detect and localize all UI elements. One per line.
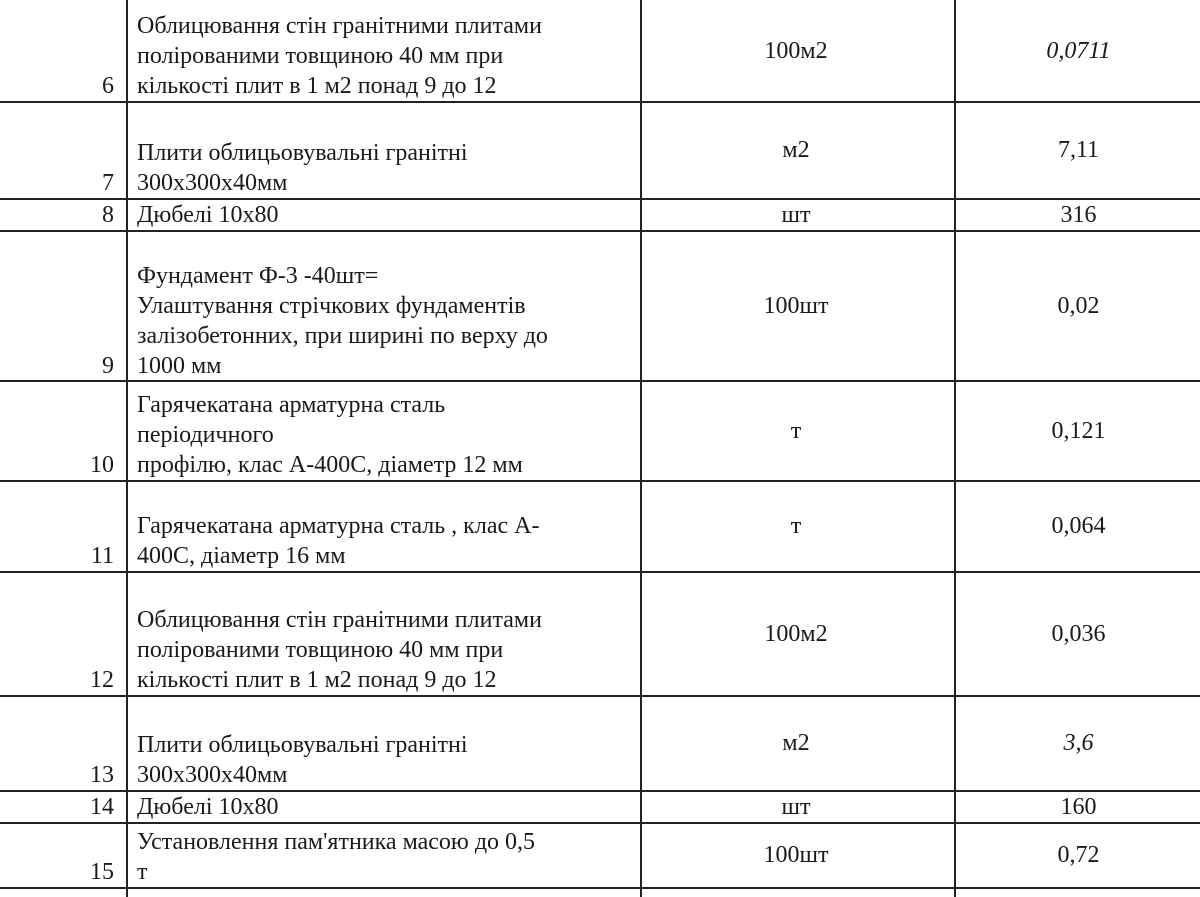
table-row — [0, 823, 1200, 887]
table-row — [0, 481, 1200, 571]
unit: 100шт — [763, 842, 829, 868]
row-number: 10 — [90, 452, 114, 478]
work-name: Фундамент Ф-3 -40шт= Улаштування стрічкових фундаментів залізобетонних, при ширині по верху до 1000 мм — [137, 263, 548, 379]
row-divider — [0, 887, 1200, 889]
row-number: 9 — [102, 353, 114, 379]
work-name: Плити облицьовувальні гранітні 300х300х40мм — [137, 140, 468, 196]
unit: т — [790, 418, 802, 444]
quantity: 0,72 — [1057, 842, 1100, 868]
work-name: Дюбелі 10х80 — [137, 794, 279, 820]
unit: т — [790, 513, 802, 539]
work-name: Облицювання стін гранітними плитами полірованими товщиною 40 мм при кількості плит в 1 м2 понад 9 до 12 — [137, 607, 542, 693]
row-number: 8 — [102, 202, 114, 228]
row-number: 6 — [102, 73, 114, 99]
unit: 100шт — [763, 293, 829, 319]
table-row — [0, 791, 1200, 822]
work-name: Облицювання стін гранітними плитами полірованими товщиною 40 мм при кількості плит в 1 м2 понад 9 до 12 — [137, 13, 542, 99]
quantity: 316 — [1060, 201, 1097, 228]
table-row — [0, 231, 1200, 381]
quantity: 0,02 — [1057, 293, 1100, 319]
row-number: 7 — [102, 170, 114, 196]
table-row — [0, 102, 1200, 198]
unit: шт — [781, 201, 811, 228]
work-name: Гарячекатана арматурна сталь , клас А- 400С, діаметр 16 мм — [137, 513, 540, 569]
row-number: 13 — [90, 762, 114, 788]
unit: 100м2 — [764, 37, 828, 64]
quantity: 0,0711 — [1046, 37, 1111, 64]
table-row — [0, 0, 1200, 101]
row-number: 11 — [90, 543, 114, 569]
table-row — [0, 199, 1200, 230]
table-row — [0, 572, 1200, 695]
quantity: 0,121 — [1051, 418, 1106, 444]
unit: м2 — [782, 730, 810, 756]
work-name: Плити облицьовувальні гранітні 300х300х40мм — [137, 732, 468, 788]
quantity: 3,6 — [1063, 730, 1094, 756]
quantity: 7,11 — [1057, 137, 1100, 163]
unit: м2 — [782, 137, 810, 163]
unit: шт — [781, 793, 811, 820]
work-name: Гарячекатана арматурна сталь періодичного профілю, клас А-400С, діаметр 12 мм — [137, 392, 523, 478]
unit: 100м2 — [764, 620, 828, 647]
quantity: 160 — [1060, 793, 1097, 820]
quantity: 0,064 — [1051, 513, 1106, 539]
work-name: Дюбелі 10х80 — [137, 202, 279, 228]
row-number: 15 — [90, 859, 114, 885]
row-number: 12 — [90, 667, 114, 693]
work-name: Установлення пам'ятника масою до 0,5 т — [137, 829, 536, 885]
table-row — [0, 382, 1200, 480]
row-number: 14 — [90, 794, 114, 820]
table-row — [0, 696, 1200, 790]
quantity: 0,036 — [1051, 620, 1106, 647]
